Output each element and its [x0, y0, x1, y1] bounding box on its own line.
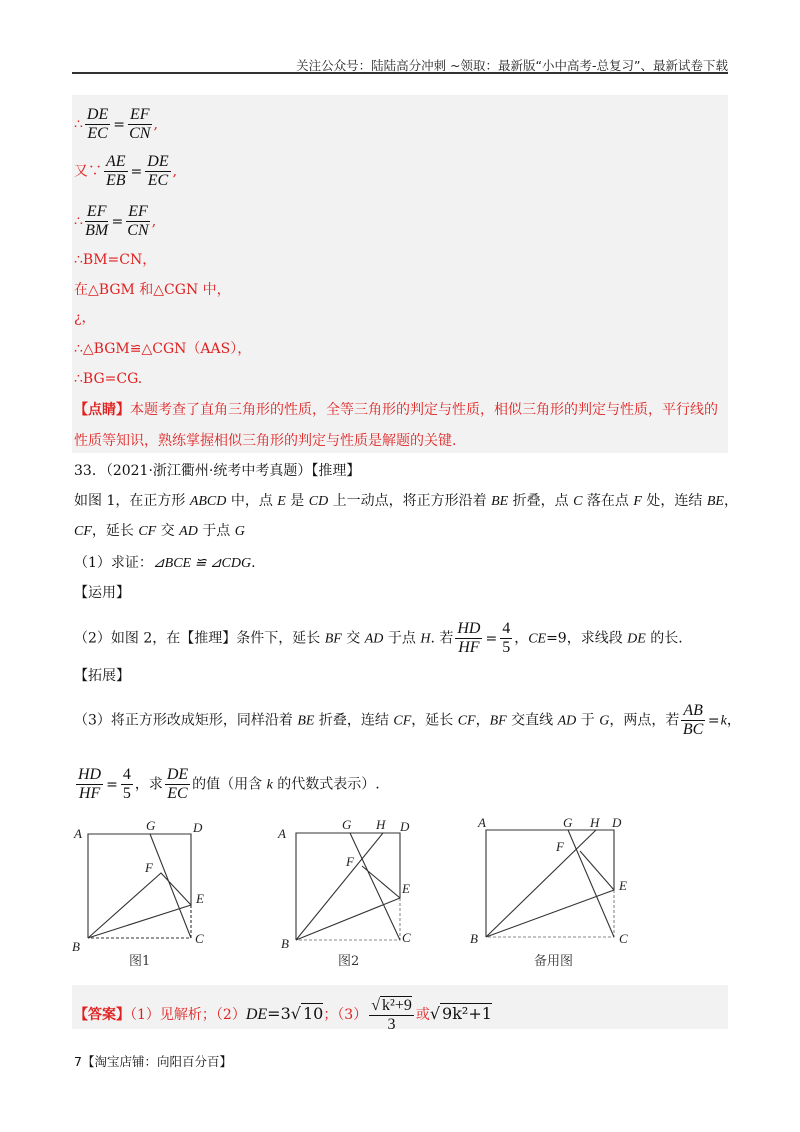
svg-text:B: B [470, 931, 478, 946]
svg-text:G: G [146, 818, 156, 833]
page-footer: 7【淘宝店铺：向阳百分百】 [74, 1054, 232, 1069]
question-1: （1）求证：⊿BCE ≌ ⊿CDG. [74, 555, 256, 571]
svg-text:C: C [402, 930, 411, 945]
svg-text:H: H [590, 815, 600, 830]
solution-line-3: ∴ $\frac{EF}{BM}$ = $\frac{EF}{CN}$ , [74, 203, 157, 239]
svg-text:C: C [619, 931, 628, 946]
svg-text:B: B [72, 939, 80, 954]
question-3: （3）将正方形改成矩形，同样沿着 BE 折叠，连结 CF，延长 CF，BF 交直线 AD 于 G，两点，若 $\frac{AB}{BC}$ =k， [74, 702, 741, 738]
figure-3 [486, 830, 614, 937]
solution-line-6: ¿， [74, 310, 96, 326]
svg-text:D: D [193, 820, 203, 835]
svg-text:F: F [556, 839, 564, 854]
svg-text:F: F [145, 860, 153, 875]
solution-line-4: ∴BM=CN， [74, 252, 157, 268]
svg-text:G: G [563, 815, 573, 830]
question-3-cont: $\frac{HD}{HF}$ = $\frac{4}{5}$ ，求 $\frac{DE}{EC}$ 的值（用含 k 的代数式表示）. [78, 766, 380, 802]
comment-line-2: 性质等知识，熟练掌握相似三角形的判定与性质是解题的关键. [74, 433, 457, 449]
svg-text:H: H [376, 817, 386, 832]
svg-text:C: C [195, 931, 204, 946]
svg-text:E: E [196, 891, 204, 906]
answer-line: 【答案】（1）见解析；（2）DE=3√ 10；（3） $\frac{\text{√ k²+9}}{3}$ 或√ 9k²+1 [74, 997, 492, 1033]
svg-text:G: G [342, 817, 352, 832]
svg-text:A: A [278, 826, 286, 841]
comment-line-1: 【点睛】本题考查了直角三角形的性质，全等三角形的判定与性质，相似三角形的判定与性质，平行线的 [74, 402, 718, 418]
figure-1-caption: 图1 [129, 954, 151, 969]
section-extend: 【拓展】 [74, 668, 130, 684]
problem-line-2: CF，延长 CF 交 AD 于点 G [74, 523, 245, 539]
svg-text:E: E [402, 881, 410, 896]
figure-2-caption: 图2 [338, 954, 360, 969]
solution-line-5: 在△BGM 和△CGN 中， [74, 282, 231, 298]
solution-line-8: ∴BG=CG. [74, 371, 143, 387]
page-header: 关注公众号：陆陆高分冲刺 ~领取：最新版“小中高考-总复习”、最新试卷下载 [296, 58, 728, 73]
question-2: （2）如图 2，在【推理】条件下，延长 BF 交 AD 于点 H. 若 $\frac{HD}{HF}$ = $\frac{4}{5}$ ，CE=9，求线段 DE 的长. [74, 620, 683, 656]
figure-3-caption: 备用图 [534, 954, 574, 969]
svg-text:D: D [400, 819, 410, 834]
section-apply: 【运用】 [74, 585, 130, 601]
svg-text:F: F [346, 854, 354, 869]
problem-header: 33．（2021·浙江衢州·统考中考真题）【推理】 [74, 463, 361, 479]
svg-text:B: B [281, 936, 289, 951]
svg-text:A: A [478, 815, 486, 830]
figure-2 [296, 833, 400, 940]
figure-1 [88, 834, 191, 938]
svg-text:E: E [619, 878, 627, 893]
solution-line-2: 又∵ $\frac{AE}{EB}$ = $\frac{DE}{EC}$ , [74, 153, 178, 189]
problem-line-1: 如图 1，在正方形 ABCD 中，点 E 是 CD 上一动点，将正方形沿着 BE 折叠，点 C 落在点 F 处，连结 BE， [74, 493, 738, 509]
solution-line-7: ∴△BGM≌△CGN（AAS）， [74, 341, 252, 357]
svg-text:D: D [612, 815, 622, 830]
svg-text:A: A [74, 826, 82, 841]
solution-line-1: ∴ $\frac{DE}{EC}$ = $\frac{EF}{CN}$ , [74, 106, 158, 142]
